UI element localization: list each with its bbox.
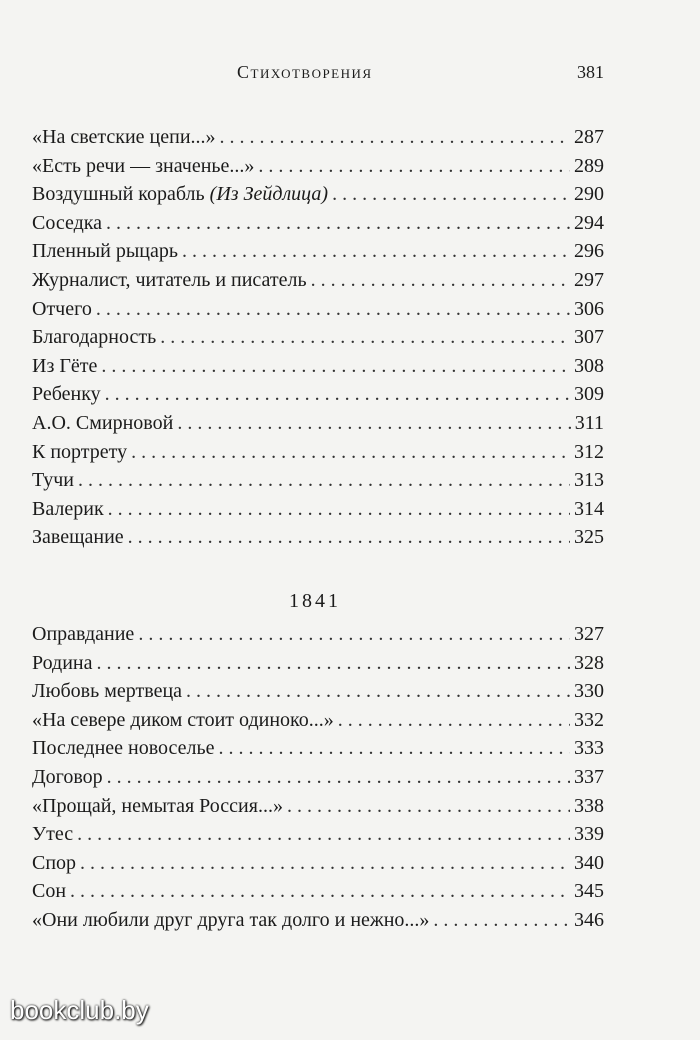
toc-entry: [32, 877, 604, 906]
toc-entry-page: 297: [574, 268, 604, 291]
toc-entry-title: [32, 906, 429, 935]
toc-section-1: [32, 123, 604, 552]
toc-entry-page: 308: [574, 354, 604, 377]
toc-entry: [32, 706, 604, 735]
dot-leader: [182, 237, 570, 266]
toc-entry-title-text: Соседка: [32, 211, 103, 234]
toc-entry-title: [32, 438, 127, 467]
toc-entry: [32, 649, 604, 678]
toc-entry: [32, 266, 604, 295]
toc-entry-title-text: Последнее новоселье: [32, 737, 215, 760]
toc-entry: [32, 409, 604, 438]
toc-entry-page: 340: [574, 851, 604, 874]
toc-entry: [32, 209, 604, 238]
toc-entry: [32, 295, 604, 324]
dot-leader: [78, 466, 570, 495]
toc-entry-page: 314: [574, 497, 604, 520]
toc-entry: [32, 820, 604, 849]
toc-entry-title-text: Спор: [32, 851, 77, 874]
toc-entry: [32, 763, 604, 792]
toc-entry-title: [32, 295, 92, 324]
toc-entry: [32, 123, 604, 152]
toc-entry: [32, 466, 604, 495]
toc-entry-title-text: Пленный рыцарь: [32, 240, 178, 263]
toc-entry-title-text: «Они любили друг друга так долго и нежно...»: [32, 908, 430, 931]
toc-entry-title-text: Воздушный корабль: [32, 183, 205, 206]
toc-entry-title: [32, 237, 178, 266]
dot-leader: [108, 495, 570, 524]
toc-entry-title-text: «На светские цепи...»: [32, 126, 216, 148]
dot-leader: [97, 649, 570, 678]
toc-entry-title-text: Оправдание: [32, 623, 135, 645]
toc-entry-page: 311: [574, 411, 604, 434]
dot-leader: [138, 620, 570, 649]
dot-leader: [160, 323, 570, 352]
toc-entry-title: [32, 706, 334, 735]
toc-entry: [32, 523, 604, 552]
toc-entry-title-text: Сон: [32, 880, 67, 903]
toc-entry-title-text: «Прощай, немытая Россия...»: [32, 794, 283, 817]
toc-entry-page: 312: [574, 440, 604, 463]
toc-entry-subtitle: (Из Зейдлица): [209, 183, 329, 206]
toc-entry-title-text: «Есть речи — значенье...»: [32, 154, 255, 177]
toc-entry-page: 327: [574, 623, 604, 645]
toc-entry: [32, 380, 604, 409]
toc-entry: [32, 438, 604, 467]
toc-entry-title-text: Любовь мертвеца: [32, 680, 183, 703]
dot-leader: [219, 734, 570, 763]
toc-entry-title-text: Благодарность: [32, 326, 157, 349]
toc-entry-title: [32, 495, 104, 524]
dot-leader: [433, 906, 570, 935]
section-year-heading: 1841: [289, 590, 341, 612]
toc-entry-page: 330: [574, 680, 604, 703]
toc-entry-page: 296: [574, 240, 604, 263]
toc-entry-title-text: К портрету: [32, 440, 128, 463]
toc-entry-title: [32, 849, 76, 878]
toc-entry-title-text: Договор: [32, 765, 103, 788]
toc-entry: [32, 849, 604, 878]
dot-leader: [70, 877, 570, 906]
dot-leader: [311, 266, 570, 295]
toc-entry-title: [32, 877, 66, 906]
toc-entry-title-text: Завещание: [32, 526, 124, 549]
dot-leader: [220, 123, 570, 152]
dot-leader: [186, 677, 570, 706]
dot-leader: [96, 295, 570, 324]
watermark: bookclub.by: [10, 995, 149, 1025]
toc-entry-title: [32, 123, 216, 152]
toc-entry: [32, 352, 604, 381]
toc-entry: [32, 906, 604, 935]
toc-entry-title: [32, 763, 103, 792]
toc-entry: [32, 792, 604, 821]
toc-entry-title-text: Родина: [32, 651, 93, 674]
toc-entry: [32, 323, 604, 352]
toc-entry-page: 290: [574, 183, 604, 206]
running-title: Стихотворения: [237, 62, 373, 82]
toc-entry-title-text: Отчего: [32, 297, 92, 320]
toc-entry-title: [32, 820, 73, 849]
toc-entry-title-text: Тучи: [32, 469, 74, 492]
toc-entry-title: [32, 266, 307, 295]
toc-entry-page: 289: [574, 154, 604, 177]
running-header: [32, 62, 604, 92]
toc-entry-page: 338: [574, 794, 604, 817]
toc-entry-title: [32, 677, 182, 706]
dot-leader: [105, 380, 570, 409]
toc-entry-page: 333: [574, 737, 604, 760]
toc-entry-page: 339: [574, 823, 604, 846]
toc-entry-page: 294: [574, 211, 604, 234]
toc-entry-title-text: Ребенку: [32, 383, 101, 406]
dot-leader: [106, 209, 570, 238]
toc-entry-page: 328: [574, 651, 604, 674]
dot-leader: [101, 352, 570, 381]
toc-entry-page: 332: [574, 708, 604, 731]
toc-entry-title: [32, 209, 102, 238]
toc-entry-title: [32, 734, 215, 763]
dot-leader: [131, 438, 570, 467]
toc-entry-title: [32, 323, 156, 352]
toc-entry-page: 309: [574, 383, 604, 406]
dot-leader: [332, 180, 570, 209]
toc-entry-page: 346: [574, 908, 604, 931]
toc-entry-page: 313: [574, 469, 604, 492]
dot-leader: [287, 792, 570, 821]
toc-entry: [32, 734, 604, 763]
toc-section-2: [32, 620, 604, 935]
toc-entry-page: 345: [574, 880, 604, 903]
toc-entry-title: [32, 180, 328, 209]
dot-leader: [177, 409, 570, 438]
toc-entry: [32, 237, 604, 266]
toc-entry-page: 337: [574, 765, 604, 788]
toc-entry-title: [32, 152, 254, 181]
toc-entry-title: [32, 352, 97, 381]
toc-entry: [32, 495, 604, 524]
toc-entry-page: 287: [574, 126, 604, 148]
toc-entry-title-text: Журналист, читатель и писатель: [32, 268, 307, 291]
toc-entry: [32, 677, 604, 706]
dot-leader: [338, 706, 570, 735]
toc-entry-title-text: Утес: [32, 823, 74, 846]
toc-entry-title: [32, 523, 124, 552]
dot-leader: [258, 152, 570, 181]
dot-leader: [107, 763, 570, 792]
toc-entry-title-text: А.О. Смирновой: [32, 411, 174, 434]
dot-leader: [77, 820, 570, 849]
toc-entry-page: 307: [574, 326, 604, 349]
toc-entry-title: [32, 792, 283, 821]
toc-entry: [32, 620, 604, 649]
toc-entry-title-text: Валерик: [32, 497, 104, 520]
page-number: 381: [577, 62, 604, 82]
toc-entry-page: 325: [574, 526, 604, 549]
toc-entry: [32, 152, 604, 181]
toc-entry-title: [32, 466, 74, 495]
dot-leader: [128, 523, 570, 552]
toc-entry-title: [32, 380, 101, 409]
toc-entry-title: [32, 649, 93, 678]
dot-leader: [80, 849, 570, 878]
toc-entry-title: [32, 620, 134, 649]
toc-entry-title-text: Из Гёте: [32, 354, 98, 377]
toc-entry: [32, 180, 604, 209]
toc-entry-title-text: «На севере диком стоит одиноко...»: [32, 708, 334, 731]
toc-entry-page: 306: [574, 297, 604, 320]
toc-entry-title: [32, 409, 173, 438]
